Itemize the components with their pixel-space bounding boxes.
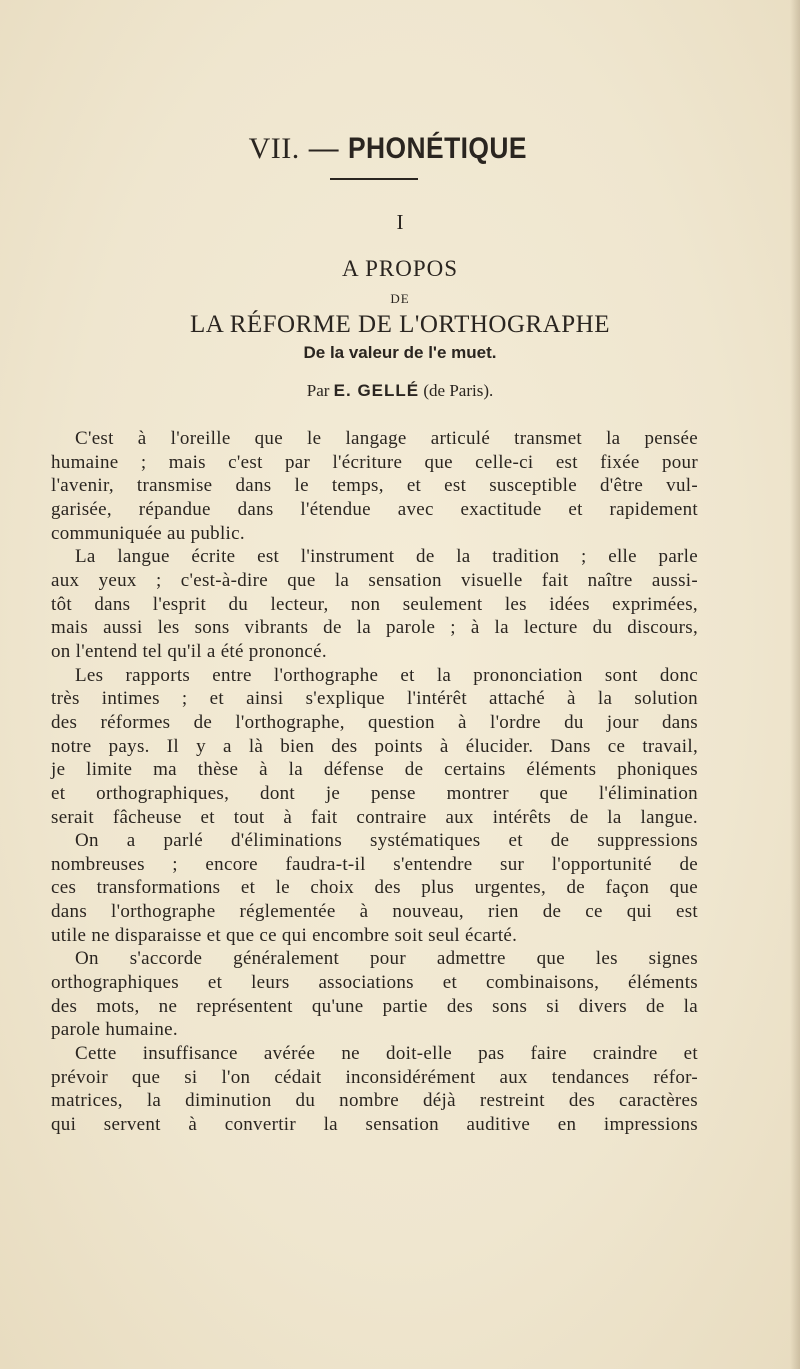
byline [0,381,800,401]
chapter-number: VII. [248,132,300,165]
heading-rule [330,178,418,180]
body-line: qui servent à convertir la sensation auditive en impressions [51,1114,698,1136]
body-line: On s'accorde généralement pour admettre que les signes [75,948,698,970]
article-heading-line1: A PROPOS [341,256,459,281]
body-line: dans l'orthographe réglementée à nouveau, rien de ce qui est [51,901,698,923]
section-numeral: I [396,210,404,234]
body-line: orthographiques et leurs associations et combinaisons, éléments [51,972,698,994]
body-line: aux yeux ; c'est-à-dire que la sensation visuelle fait naître aussi- [51,569,698,591]
body-line: l'avenir, transmise dans le temps, et est susceptible d'être vul- [51,475,698,497]
article-heading-line3: LA RÉFORME DE L'ORTHOGRAPHE [190,311,610,338]
body-text [51,427,698,1137]
body-line: et orthographiques, dont je pense montrer que l'élimination [51,782,698,804]
body-line: Les rapports entre l'orthographe et la prononciation sont donc [75,664,698,686]
body-line: nombreuses ; encore faudra-t-il s'entendre sur l'opportunité de [51,853,698,875]
body-line: matrices, la diminution du nombre déjà restreint des caractères [51,1090,698,1112]
body-line: on l'entend tel qu'il a été prononcé. [51,640,327,662]
body-line: des mots, ne représentent qu'une partie des sons si divers de la [51,995,698,1017]
body-line: des réformes de l'orthographe, question à l'ordre du jour dans [51,711,698,733]
body-line: garisée, répandue dans l'étendue avec exactitude et rapidement [51,498,698,520]
byline-suffix: (de Paris). [423,381,494,400]
body-line: On a parlé d'éliminations systématiques et de suppressions [75,830,698,852]
body-line: humaine ; mais c'est par l'écriture que celle-ci est fixée pour [51,451,698,473]
article-heading-line2: DE [390,291,410,306]
body-line: très intimes ; et ainsi s'explique l'intérêt attaché à la solution [51,688,698,710]
article-subtitle: De la valeur de l'e muet. [303,343,497,362]
body-line: tôt dans l'esprit du lecteur, non seulement les idées exprimées, [51,593,698,615]
body-line: notre pays. Il y a là bien des points à élucider. Dans ce travail, [51,735,698,757]
body-line: utile ne disparaisse et que ce qui encombre soit seul écarté. [51,924,518,946]
chapter-title: PHONÉTIQUE [347,132,527,165]
body-line: communiquée au public. [51,522,245,544]
body-line: La langue écrite est l'instrument de la tradition ; elle parle [75,546,698,568]
page-edge-shadow [790,0,800,1369]
byline-prefix: Par [306,381,330,400]
body-line: mais aussi les sons vibrants de la parole ; à la lecture du discours, [51,617,698,639]
author-name: E. GELLÉ [333,381,420,400]
body-line: ces transformations et le choix des plus urgentes, de façon que [51,877,698,899]
body-line: parole humaine. [51,1019,178,1041]
body-line: je limite ma thèse à la défense de certains éléments phoniques [51,759,698,781]
body-line: prévoir que si l'on cédait inconsidérément aux tendances réfor- [51,1066,698,1088]
chapter-heading [0,132,800,166]
body-line: serait fâcheuse et tout à fait contraire aux intérêts de la langue. [51,806,698,828]
body-line: Cette insuffisance avérée ne doit-elle pas faire craindre et [75,1043,698,1065]
chapter-dash: — [308,132,340,165]
body-line: C'est à l'oreille que le langage articulé transmet la pensée [75,428,698,449]
